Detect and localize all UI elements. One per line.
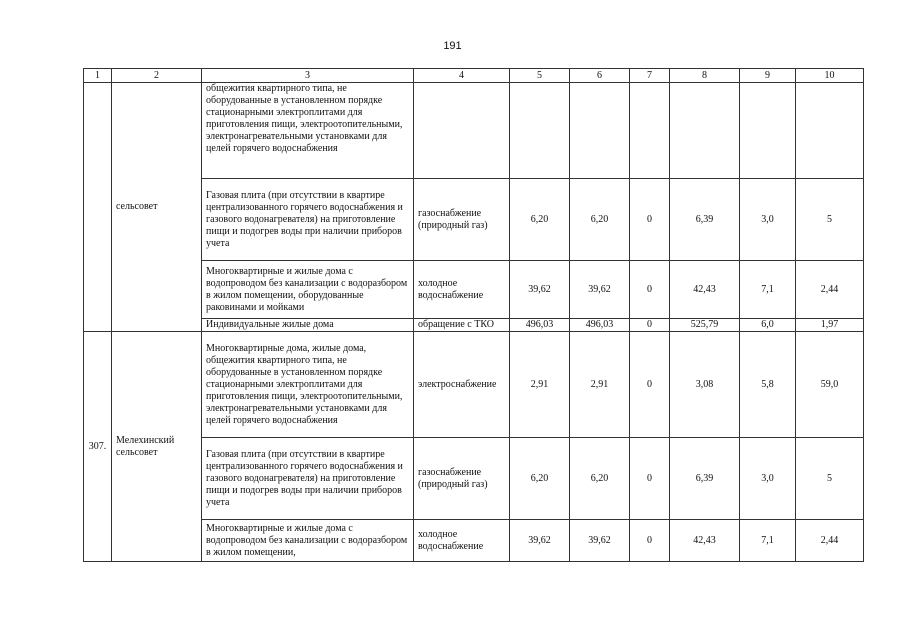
- header-cell: 5: [510, 69, 570, 83]
- page-number: 191: [443, 40, 462, 52]
- value-cell: 42,43: [670, 261, 740, 319]
- consumer-category: Индивидуальные жилые дома: [202, 319, 414, 332]
- tariff-table: [83, 68, 864, 562]
- consumer-category: Газовая плита (при отсутствии в квартире централизованного горячего водоснабжения и газового водонагревателя) на приготовление пищи и подогрев воды при наличии приборов учета: [202, 438, 414, 520]
- municipality-name: сельсовет: [112, 83, 202, 332]
- header-cell: 2: [112, 69, 202, 83]
- service-type: холодное водоснабжение: [414, 520, 510, 562]
- value-cell: 42,43: [670, 520, 740, 562]
- value-cell: 2,44: [796, 261, 864, 319]
- row-number-cell: 307.: [84, 332, 112, 562]
- value-cell: 6,39: [670, 179, 740, 261]
- value-cell: 5: [796, 438, 864, 520]
- value-cell: 2,91: [510, 332, 570, 438]
- service-type: газоснабжение (природный газ): [414, 179, 510, 261]
- value-cell: 39,62: [510, 261, 570, 319]
- service-type: холодное водоснабжение: [414, 261, 510, 319]
- value-cell: 0: [630, 520, 670, 562]
- value-cell: 0: [630, 261, 670, 319]
- consumer-category: общежития квартирного типа, не оборудованные в установленном порядке стационарными электроплитами для приготовления пищи, электроотопительными, электронагревательными установками для целей горячего водоснабжения: [202, 83, 414, 179]
- service-type: обращение с ТКО: [414, 319, 510, 332]
- value-cell: 39,62: [570, 261, 630, 319]
- value-cell: 5,8: [740, 332, 796, 438]
- service-type: [414, 83, 510, 179]
- header-row: [84, 69, 864, 83]
- value-cell: 6,20: [570, 179, 630, 261]
- header-cell: 4: [414, 69, 510, 83]
- municipality-name: Мелехинский сельсовет: [112, 332, 202, 562]
- table-row: [84, 83, 864, 179]
- value-cell: 6,0: [740, 319, 796, 332]
- consumer-category: Многоквартирные и жилые дома с водопроводом без канализации с водоразбором в жилом помещении,: [202, 520, 414, 562]
- header-cell: 6: [570, 69, 630, 83]
- value-cell: 0: [630, 179, 670, 261]
- value-cell: 39,62: [570, 520, 630, 562]
- value-cell: 6,20: [510, 179, 570, 261]
- value-cell: 5: [796, 179, 864, 261]
- value-cell: [740, 83, 796, 179]
- value-cell: [570, 83, 630, 179]
- value-cell: 6,39: [670, 438, 740, 520]
- value-cell: [630, 83, 670, 179]
- value-cell: 59,0: [796, 332, 864, 438]
- value-cell: 0: [630, 438, 670, 520]
- value-cell: 2,91: [570, 332, 630, 438]
- value-cell: 3,0: [740, 438, 796, 520]
- table-row: [84, 332, 864, 438]
- value-cell: 0: [630, 332, 670, 438]
- value-cell: [670, 83, 740, 179]
- value-cell: 1,97: [796, 319, 864, 332]
- row-number-cell: [84, 83, 112, 332]
- value-cell: 7,1: [740, 261, 796, 319]
- header-cell: 1: [84, 69, 112, 83]
- value-cell: 3,08: [670, 332, 740, 438]
- value-cell: [796, 83, 864, 179]
- value-cell: 525,79: [670, 319, 740, 332]
- value-cell: 0: [630, 319, 670, 332]
- header-cell: 10: [796, 69, 864, 83]
- consumer-category: Многоквартирные дома, жилые дома, общежития квартирного типа, не оборудованные в установленном порядке стационарными электроплитами для приготовления пищи, электроотопительными, электронагревательными установками для целей горячего водоснабжения: [202, 332, 414, 438]
- value-cell: 6,20: [510, 438, 570, 520]
- header-cell: 3: [202, 69, 414, 83]
- value-cell: 7,1: [740, 520, 796, 562]
- header-cell: 9: [740, 69, 796, 83]
- value-cell: 39,62: [510, 520, 570, 562]
- value-cell: 6,20: [570, 438, 630, 520]
- service-type: газоснабжение (природный газ): [414, 438, 510, 520]
- value-cell: 496,03: [570, 319, 630, 332]
- header-cell: 7: [630, 69, 670, 83]
- value-cell: 3,0: [740, 179, 796, 261]
- value-cell: 496,03: [510, 319, 570, 332]
- value-cell: [510, 83, 570, 179]
- consumer-category: Газовая плита (при отсутствии в квартире централизованного горячего водоснабжения и газового водонагревателя) на приготовление пищи и подогрев воды при наличии приборов учета: [202, 179, 414, 261]
- service-type: электроснабжение: [414, 332, 510, 438]
- consumer-category: Многоквартирные и жилые дома с водопроводом без канализации с водоразбором в жилом помещении, оборудованные раковинами и мойками: [202, 261, 414, 319]
- header-cell: 8: [670, 69, 740, 83]
- value-cell: 2,44: [796, 520, 864, 562]
